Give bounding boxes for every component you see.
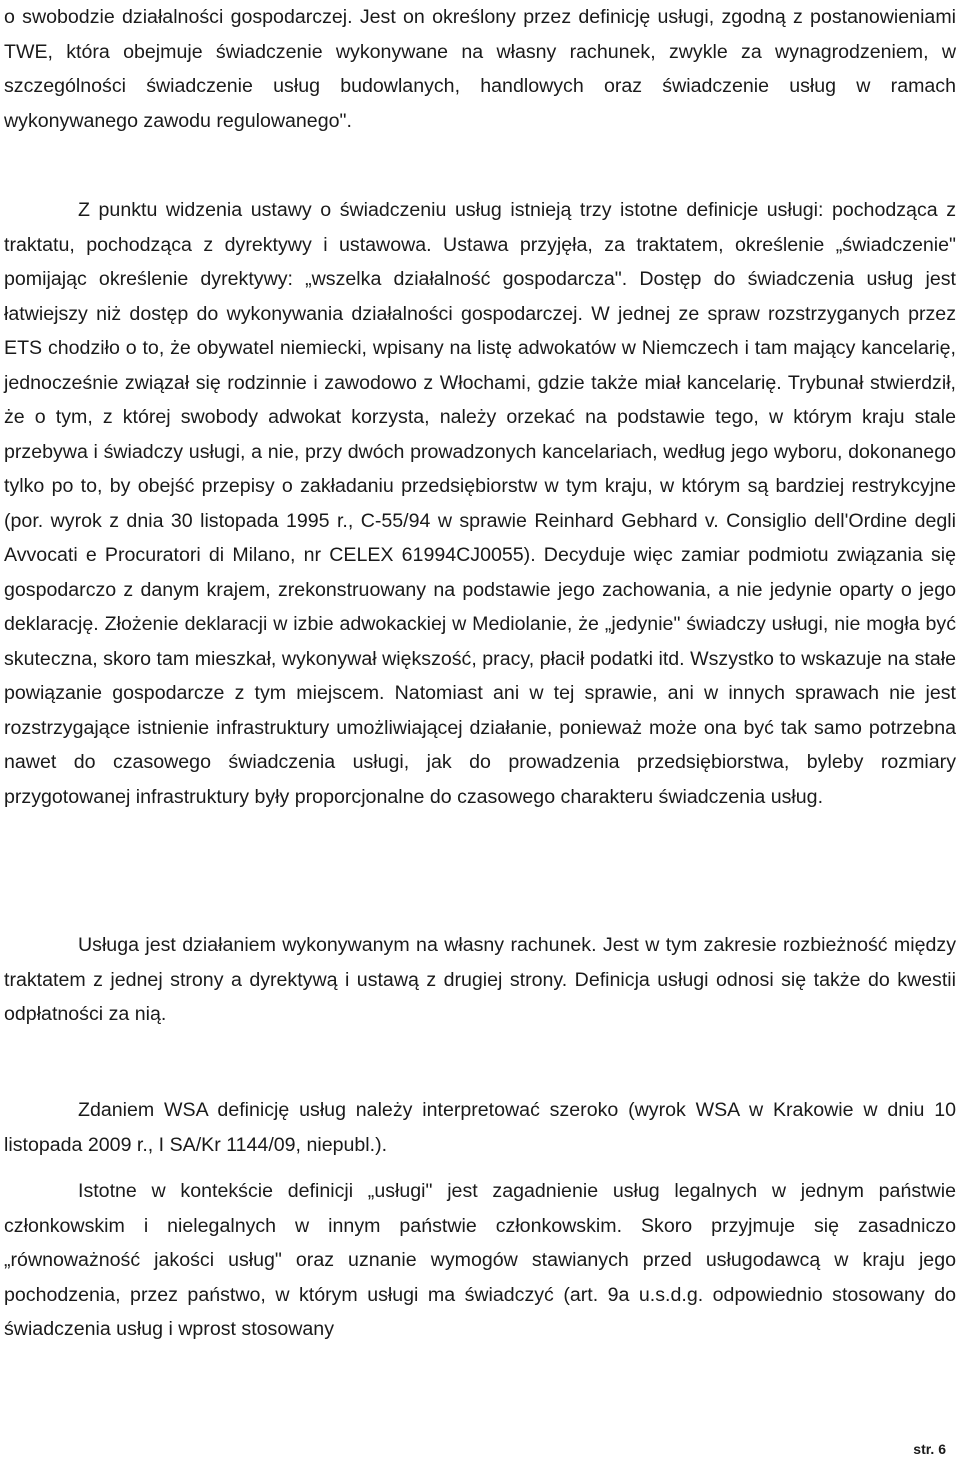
paragraph-service-definitions: Z punktu widzenia ustawy o świadczeniu usług istnieją trzy istotne definicje usługi: pochodząca z traktatu, pochodząca z dyrektywy i ustawowa. Ustawa przyjęła, za traktatem, określenie „świadczenie" pomijając określenie dyrektywy: „wszelka działalność gospodarcza". Dostęp do świadczenia usług jest łatwiejszy niż dostęp do wykonywania działalności gospodarczej. W jednej ze spraw rozstrzyganych przez ETS chodziło o to, że obywatel niemiecki, wpisany na listę adwokatów w Niemczech i tam mający kancelarię, jednocześnie związał się rodzinnie i zawodowo z Włochami, gdzie także miał kancelarię. Trybunał stwierdził, że o tym, z której swobody adwokat korzysta, należy orzekać na podstawie tego, w którym kraju stale przebywa i świadczy usługi, a nie, przy dwóch prowadzonych kancelariach, według jego wyboru, dokonanego tylko po to, by obejść przepisy o zakładaniu przedsiębiorstw w tym kraju, w którym są bardziej restrykcyjne (por. wyrok z dnia 30 listopada 1995 r., C-55/94 w sprawie Reinhard Gebhard v. Consiglio dell'Ordine degli Avvocati e Procuratori di Milano, nr CELEX 61994CJ0055). Decyduje więc zamiar podmiotu związania się gospodarczo z danym krajem, zrekonstruowany na podstawie jego zachowania, a nie jedynie oparty o jego deklarację. Złożenie deklaracji w izbie adwokackiej w Mediolanie, że „jedynie" świadczy usługi, nie mogła być skuteczna, skoro tam mieszkał, wykonywał większość, pracy, płacił podatki itd. Wszystko to wskazuje na stałe powiązanie gospodarcze z tym miejscem. Natomiast ani w tej sprawie, ani w innych sprawach nie jest rozstrzygające istnienie infrastruktury umożliwiającej działanie, ponieważ może ona być tak samo potrzebna nawet do czasowego świadczenia usługi, jak do prowadzenia przedsiębiorstwa, byleby rozmiary przygotowanej infrastruktury były proporcjonalne do czasowego charakteru świadczenia usług. — [4, 199, 956, 808]
paragraph-legal-services: Istotne w kontekście definicji „usługi" jest zagadnienie usług legalnych w jednym państwie członkowskim i nielegalnych w innym państwie członkowskim. Skoro przyjmuje się zasadniczo „równoważność jakości usług" oraz uznanie wymogów stawianych przed usługodawcą w kraju jego pochodzenia, przez państwo, w którym usługi ma świadczyć (art. 9a u.s.d.g. odpowiednio stosowany do świadczenia usług i wprost stosowany — [4, 1180, 956, 1340]
paragraph-wsa-opinion: Zdaniem WSA definicję usług należy interpretować szeroko (wyrok WSA w Krakowie w dniu 10 listopada 2009 r., I SA/Kr 1144/09, niepubl.). — [4, 1099, 956, 1156]
paragraph-own-account: Usługa jest działaniem wykonywanym na własny rachunek. Jest w tym zakresie rozbieżność między traktatem z jednej strony a dyrektywą i ustawą z drugiej strony. Definicja usługi odnosi się także do kwestii odpłatności za nią. — [4, 934, 956, 1025]
paragraph-continuation: o swobodzie działalności gospodarczej. Jest on określony przez definicję usługi, zgodną z postanowieniami TWE, która obejmuje świadczenie wykonywane na własny rachunek, zwykle za wynagrodzeniem, w szczególności świadczenie usług budowlanych, handlowych oraz świadczenie usług w ramach wykonywanego zawodu regulowanego". — [4, 6, 956, 132]
page-number: str. 6 — [913, 1441, 946, 1457]
